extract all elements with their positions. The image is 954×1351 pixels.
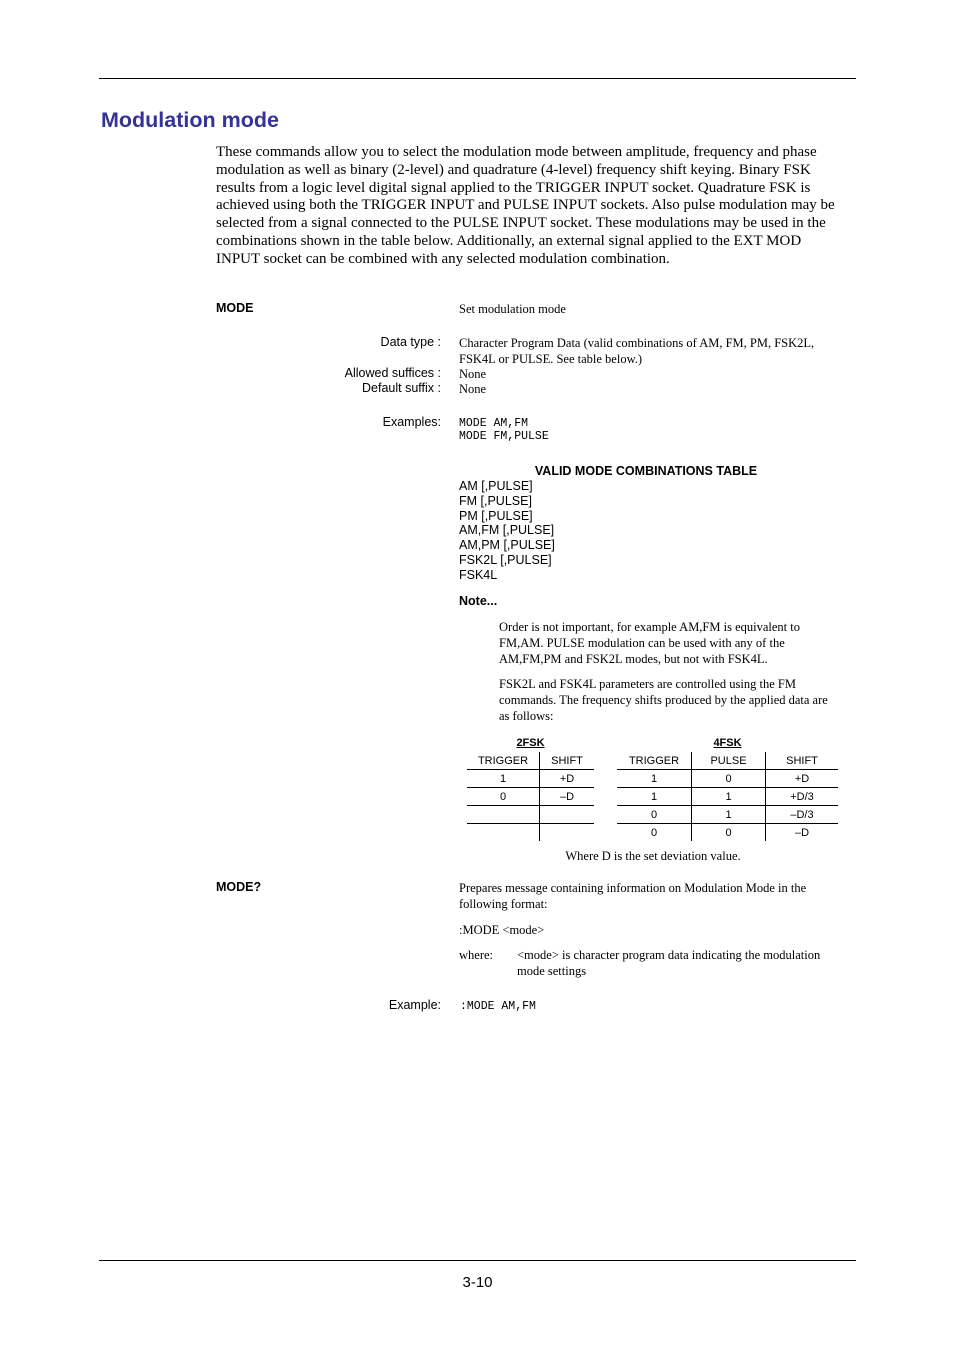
fsk2-cell: [540, 824, 595, 842]
data-type-value: Character Program Data (valid combinations of AM, FM, PM, FSK2L, FSK4L or PULSE. See table below.): [459, 336, 815, 366]
bottom-rule: [99, 1260, 856, 1261]
fsk2-cell: +D: [540, 770, 595, 788]
note-label: Note...: [459, 594, 498, 608]
fsk2-cell: –D: [540, 788, 595, 806]
fsk4-cell: 0: [692, 770, 766, 788]
intro-paragraph: These commands allow you to select the modulation mode between amplitude, frequency and phase modulation as well as binary (2-level) and quadrature (4-level) frequency shift keying. Binary FSK results from a logic level digital signal applied to the TRIGGER INPUT socket. Quadrature FSK is achieved using both the TRIGGER INPUT and PULSE INPUT sockets. Also pulse modulation may be selected from a signal connected to the PULSE INPUT socket. These modulations may be used in the combinations shown in the table below. Additionally, an external signal applied to the EXT MOD INPUT socket can be combined with any selected modulation combination.: [216, 144, 835, 267]
fsk4-title: 4FSK: [713, 737, 742, 749]
fsk2-header-trigger: TRIGGER: [467, 752, 540, 770]
fsk4-cell: 0: [692, 824, 766, 842]
combination-item: AM,PM [,PULSE]: [459, 538, 555, 552]
table-row: [617, 806, 838, 824]
table-row: [617, 770, 838, 788]
table-row: [467, 788, 594, 806]
fsk4-cell: –D: [794, 826, 810, 839]
combination-item: AM,FM [,PULSE]: [459, 523, 555, 537]
note-1: Order is not important, for example AM,FM is equivalent to FM,AM. PULSE modulation can be used with any of the AM,FM,PM and FSK2L modes, but not with FSK4L.: [499, 620, 800, 666]
mode-description: Set modulation mode: [459, 302, 566, 316]
example-1: MODE AM,FM: [459, 417, 529, 430]
top-rule: [99, 78, 856, 79]
allowed-suffices-value: None: [459, 367, 487, 381]
mode-query-format: :MODE <mode>: [459, 923, 545, 937]
where-text: <mode> is character program data indicating the modulation mode settings: [517, 948, 821, 978]
data-type-label: Data type :: [380, 335, 441, 349]
combinations-title: VALID MODE COMBINATIONS TABLE: [534, 464, 758, 478]
example-2: MODE FM,PULSE: [459, 430, 549, 443]
fsk2-cell: 0: [467, 788, 540, 806]
fsk2-title: 2FSK: [516, 737, 545, 749]
mode-query-description: Prepares message containing information on Modulation Mode in the following format:: [459, 881, 807, 911]
fsk4-cell: 0: [617, 806, 692, 824]
fsk4-header-pulse: PULSE: [692, 752, 766, 770]
fsk4-cell: –D/3: [766, 806, 839, 824]
fsk2-cell: [540, 806, 595, 824]
table-row: [467, 770, 594, 788]
mode-query-command: MODE?: [216, 880, 262, 894]
fsk4-table: [617, 752, 838, 841]
query-example: :MODE AM,FM: [460, 1000, 536, 1013]
deviation-note: Where D is the set deviation value.: [565, 849, 741, 863]
fsk4-header-shift: SHIFT: [766, 752, 839, 770]
combination-item: AM [,PULSE]: [459, 479, 533, 493]
mode-command: MODE: [216, 301, 254, 315]
default-suffix-value: None: [459, 382, 487, 396]
fsk4-cell: +D: [766, 770, 839, 788]
table-row: [467, 806, 594, 824]
combination-item: PM [,PULSE]: [459, 509, 533, 523]
fsk4-cell: +D/3: [766, 788, 839, 806]
fsk4-cell: 0: [617, 824, 692, 842]
fsk4-cell: 1: [617, 788, 692, 806]
where-label: where:: [459, 948, 494, 962]
fsk4-cell: 1: [692, 806, 766, 824]
fsk4-cell: 1: [692, 788, 766, 806]
table-row: [617, 824, 838, 842]
fsk2-table: [467, 752, 594, 841]
allowed-suffices-label: Allowed suffices :: [344, 366, 441, 380]
combination-item: FM [,PULSE]: [459, 494, 532, 508]
note-2: FSK2L and FSK4L parameters are controlled using the FM commands. The frequency shifts produced by the applied data are as follows:: [499, 677, 828, 723]
fsk2-header-shift: SHIFT: [540, 752, 595, 770]
fsk2-cell: [467, 806, 540, 824]
combination-item: FSK4L: [459, 568, 498, 582]
page-number: 3-10: [462, 1274, 493, 1291]
fsk2-cell: 1: [467, 770, 540, 788]
examples-label: Examples:: [382, 415, 441, 429]
fsk4-cell: 1: [617, 770, 692, 788]
fsk2-cell: [467, 824, 540, 842]
page-title: Modulation mode: [101, 108, 279, 132]
table-row: [617, 788, 838, 806]
combination-item: FSK2L [,PULSE]: [459, 553, 552, 567]
fsk4-header-trigger: TRIGGER: [617, 752, 692, 770]
table-row: [467, 824, 594, 842]
example-label: Example:: [388, 998, 441, 1012]
default-suffix-label: Default suffix :: [362, 381, 441, 395]
